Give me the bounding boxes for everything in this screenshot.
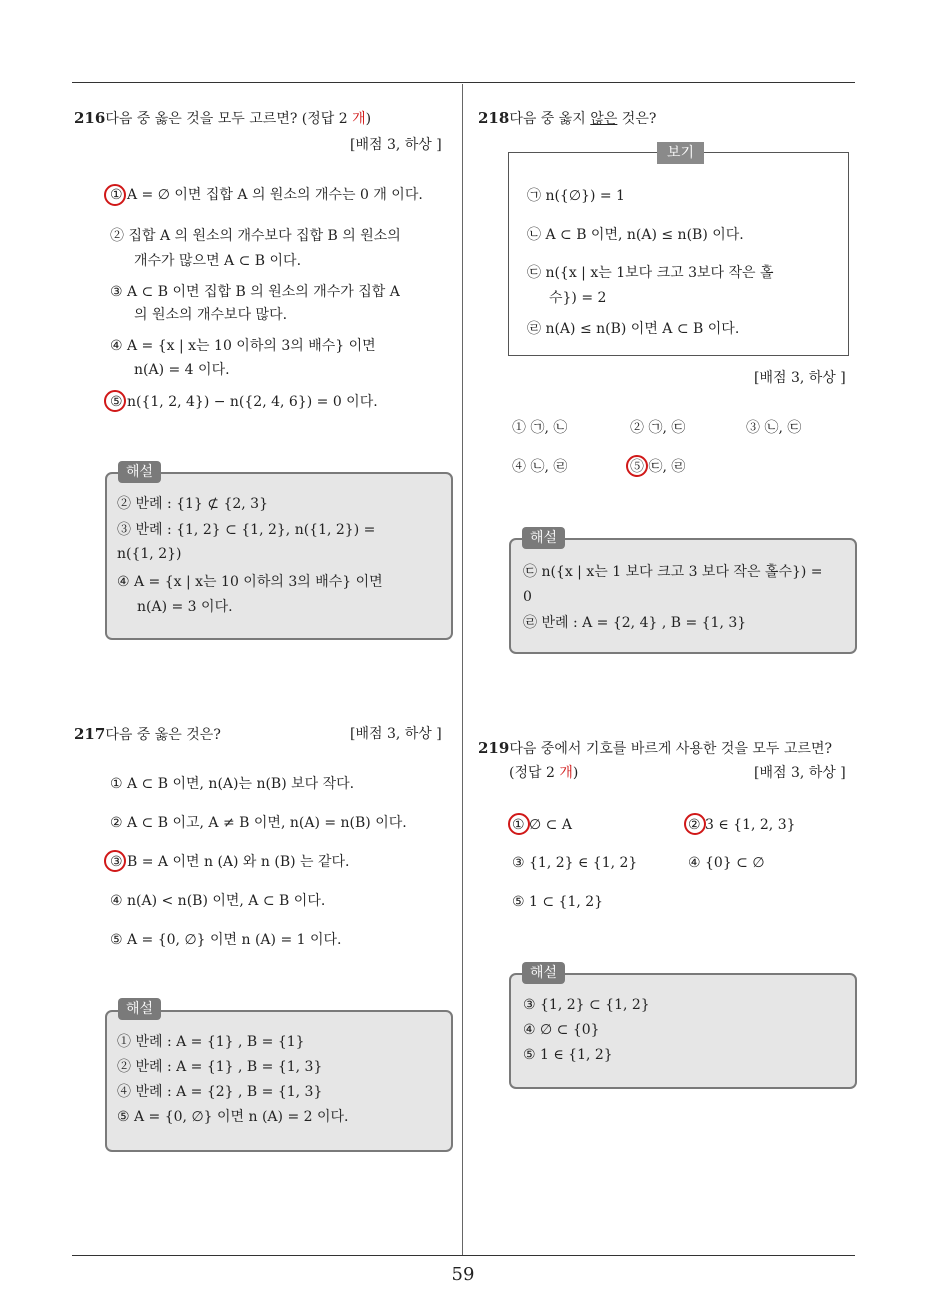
q219-title [478,738,832,759]
q219-choice-4: ④ {0} ⊂ ∅ [688,855,765,871]
q219-solution-line: ④ ∅ ⊂ {0} [523,1022,600,1038]
q218-box-item: ㉣ n(A) ≤ n(B) 이면 A ⊂ B 이다. [527,321,740,337]
q217-number: 217 [74,725,106,743]
q217-solution-box [105,1010,453,1152]
q219-solution-tag: 해설 [522,962,565,984]
q218-box-tag: 보기 [657,142,704,164]
q217-solution-line: ② 반례 : A = {1} , B = {1, 3} [117,1059,323,1075]
q216-score: [배점 3, 하상 ] [350,137,442,153]
q216-answer-unit: 개 [352,111,366,127]
q219-choice-5: ⑤ 1 ⊂ {1, 2} [512,894,604,910]
q217-text: 다음 중 옳은 것은? [105,727,221,743]
q219-answer-text: (정답 2 [509,765,560,781]
q218-choice-4: ④ ㉡, ㉣ [512,459,568,475]
q218-solution-box [509,538,857,654]
q216-title [74,108,371,129]
q218-box-item: 수}) = 2 [549,290,607,306]
q219-solution-box [509,973,857,1089]
q217-score: [배점 3, 하상 ] [350,726,442,742]
q216-option-2: ② 집합 A 의 원소의 개수보다 집합 B 의 원소의 [110,228,401,244]
q216-text-end: ) [365,111,372,127]
q218-box-item: ㉡ A ⊂ B 이면, n(A) ≤ n(B) 이다. [527,227,744,243]
q218-box-item: ㉢ n({x | x는 1보다 크고 3보다 작은 홀 [527,265,774,281]
q216-solution-line: n({1, 2}) [117,546,182,562]
q216-solution-line: n(A) = 3 이다. [137,599,233,615]
q216-solution-line: ③ 반례 : {1, 2} ⊂ {1, 2}, n({1, 2}) = [117,522,376,538]
q217-option-5: ⑤ A = {0, ∅} 이면 n (A) = 1 이다. [110,932,342,948]
q217-option-2: ② A ⊂ B 이고, A ≠ B 이면, n(A) = n(B) 이다. [110,815,407,831]
column-divider [462,84,463,1256]
q217-solution-line: ① 반례 : A = {1} , B = {1} [117,1034,305,1050]
q216-solution-tag: 해설 [118,461,161,483]
q218-solution-tag: 해설 [522,527,565,549]
q218-underlined: 않은 [590,111,618,127]
q216-solution-line: ② 반례 : {1} ⊄ {2, 3} [117,496,268,512]
q218-title [478,108,656,129]
q217-option-4: ④ n(A) < n(B) 이면, A ⊂ B 이다. [110,893,326,909]
q218-example-box [508,152,849,356]
q218-number: 218 [478,109,510,127]
q218-text: 다음 중 옳지 [509,111,591,127]
q217-option-3: ③ B = A 이면 n (A) 와 n (B) 는 같다. [110,854,350,870]
q217-solution-line: ⑤ A = {0, ∅} 이면 n (A) = 2 이다. [117,1109,349,1125]
q217-title [74,724,221,745]
q219-answer-unit: 개 [559,765,573,781]
q216-solution-box [105,472,453,640]
q218-solution-line: ㉣ 반례 : A = {2, 4} , B = {1, 3} [523,615,747,631]
q216-option-5: ⑤ n({1, 2, 4}) − n({2, 4, 6}) = 0 이다. [110,394,378,410]
q219-choice-1: ① ∅ ⊂ A [512,817,572,833]
q216-option-4-cont: n(A) = 4 이다. [134,362,230,378]
q218-solution-line: ㉢ n({x | x는 1 보다 크고 3 보다 작은 홀수}) = [523,564,823,580]
top-rule [72,82,855,83]
q218-choice-3: ③ ㉡, ㉢ [746,420,802,436]
q219-solution-line: ③ {1, 2} ⊂ {1, 2} [523,997,650,1013]
q216-number: 216 [74,109,106,127]
q219-text: 다음 중에서 기호를 바르게 사용한 것을 모두 고르면? [509,741,832,757]
q218-box-item: ㉠ n({∅}) = 1 [527,188,625,204]
q218-choice-2: ② ㉠, ㉢ [630,420,686,436]
q219-score: [배점 3, 하상 ] [754,765,846,781]
q218-score: [배점 3, 하상 ] [754,370,846,386]
q218-text-end: 것은? [617,111,657,127]
q219-solution-line: ⑤ 1 ∈ {1, 2} [523,1047,613,1063]
q218-choice-5: ⑤ ㉢, ㉣ [630,459,686,475]
q216-option-1: ① A = ∅ 이면 집합 A 의 원소의 개수는 0 개 이다. [110,187,423,203]
q218-solution-line: 0 [523,589,532,605]
q219-choice-2: ② 3 ∈ {1, 2, 3} [688,817,796,833]
q216-option-2-cont: 개수가 많으면 A ⊂ B 이다. [134,253,302,269]
q216-option-3: ③ A ⊂ B 이면 집합 B 의 원소의 개수가 집합 A [110,284,400,300]
q217-solution-tag: 해설 [118,998,161,1020]
q216-option-3-cont: 의 원소의 개수보다 많다. [134,307,288,323]
q219-answer-end: ) [572,765,579,781]
q216-solution-line: ④ A = {x | x는 10 이하의 3의 배수} 이면 [117,574,383,590]
q217-option-1: ① A ⊂ B 이면, n(A)는 n(B) 보다 작다. [110,776,355,792]
q218-choice-1: ① ㉠, ㉡ [512,420,568,436]
q216-option-4: ④ A = {x | x는 10 이하의 3의 배수} 이면 [110,338,376,354]
q219-choice-3: ③ {1, 2} ∈ {1, 2} [512,855,638,871]
q219-answer-count [509,763,578,783]
bottom-rule [72,1255,855,1256]
q219-number: 219 [478,739,510,757]
q216-text: 다음 중 옳은 것을 모두 고르면? (정답 2 [105,111,353,127]
page-number: 59 [451,1264,475,1285]
q217-solution-line: ④ 반례 : A = {2} , B = {1, 3} [117,1084,323,1100]
